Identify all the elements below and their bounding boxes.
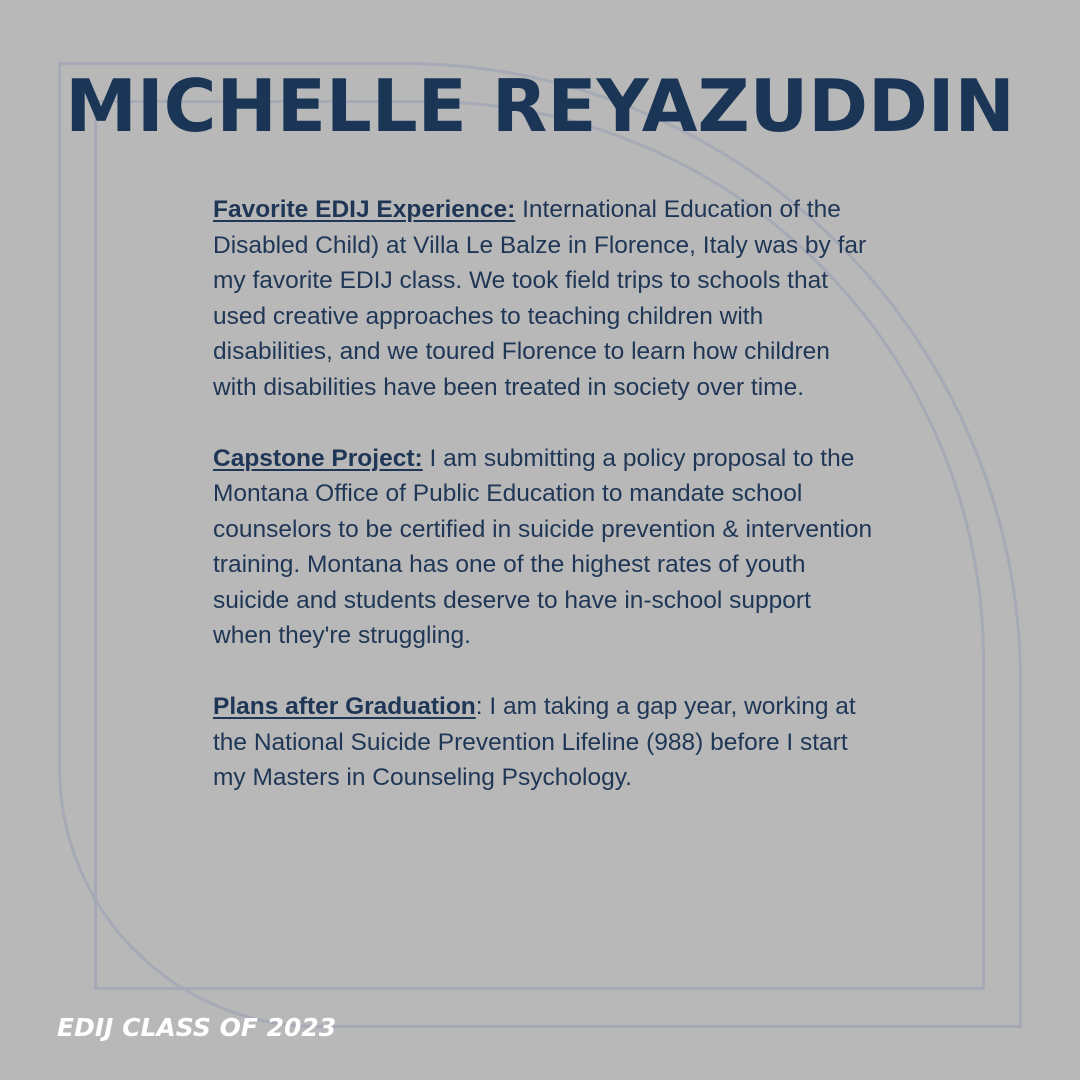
section-favorite-experience	[213, 192, 873, 405]
section-label: Capstone Project:	[213, 444, 423, 472]
section-text: I am submitting a policy proposal to the Montana Office of Public Education to mandate school counselors to be certified in suicide prevention & intervention training. Montana has one of the highest rates of youth suicide and students deserve to have in-school support when they're struggling.	[213, 444, 873, 649]
section-separator: :	[475, 693, 490, 720]
section-label: Plans after Graduation	[213, 693, 476, 720]
profile-content	[213, 192, 873, 831]
page-title: MICHELLE REYAZUDDIN	[65, 64, 1015, 148]
section-plans-after-graduation	[213, 689, 873, 796]
section-label: Favorite EDIJ Experience:	[213, 196, 516, 223]
section-text: I am taking a gap year, working at the National Suicide Prevention Lifeline (988) before I start my Masters in Counseling Psychology.	[213, 693, 856, 791]
section-capstone-project	[213, 441, 873, 654]
class-footer: EDIJ CLASS OF 2023	[57, 1013, 337, 1042]
section-text: International Education of the Disabled Child) at Villa Le Balze in Florence, Italy was by far my favorite EDIJ class. We took field trips to schools that used creative approaches to teaching children with disabilities, and we toured Florence to learn how children with disabilities have been treated in society over time.	[213, 196, 867, 401]
